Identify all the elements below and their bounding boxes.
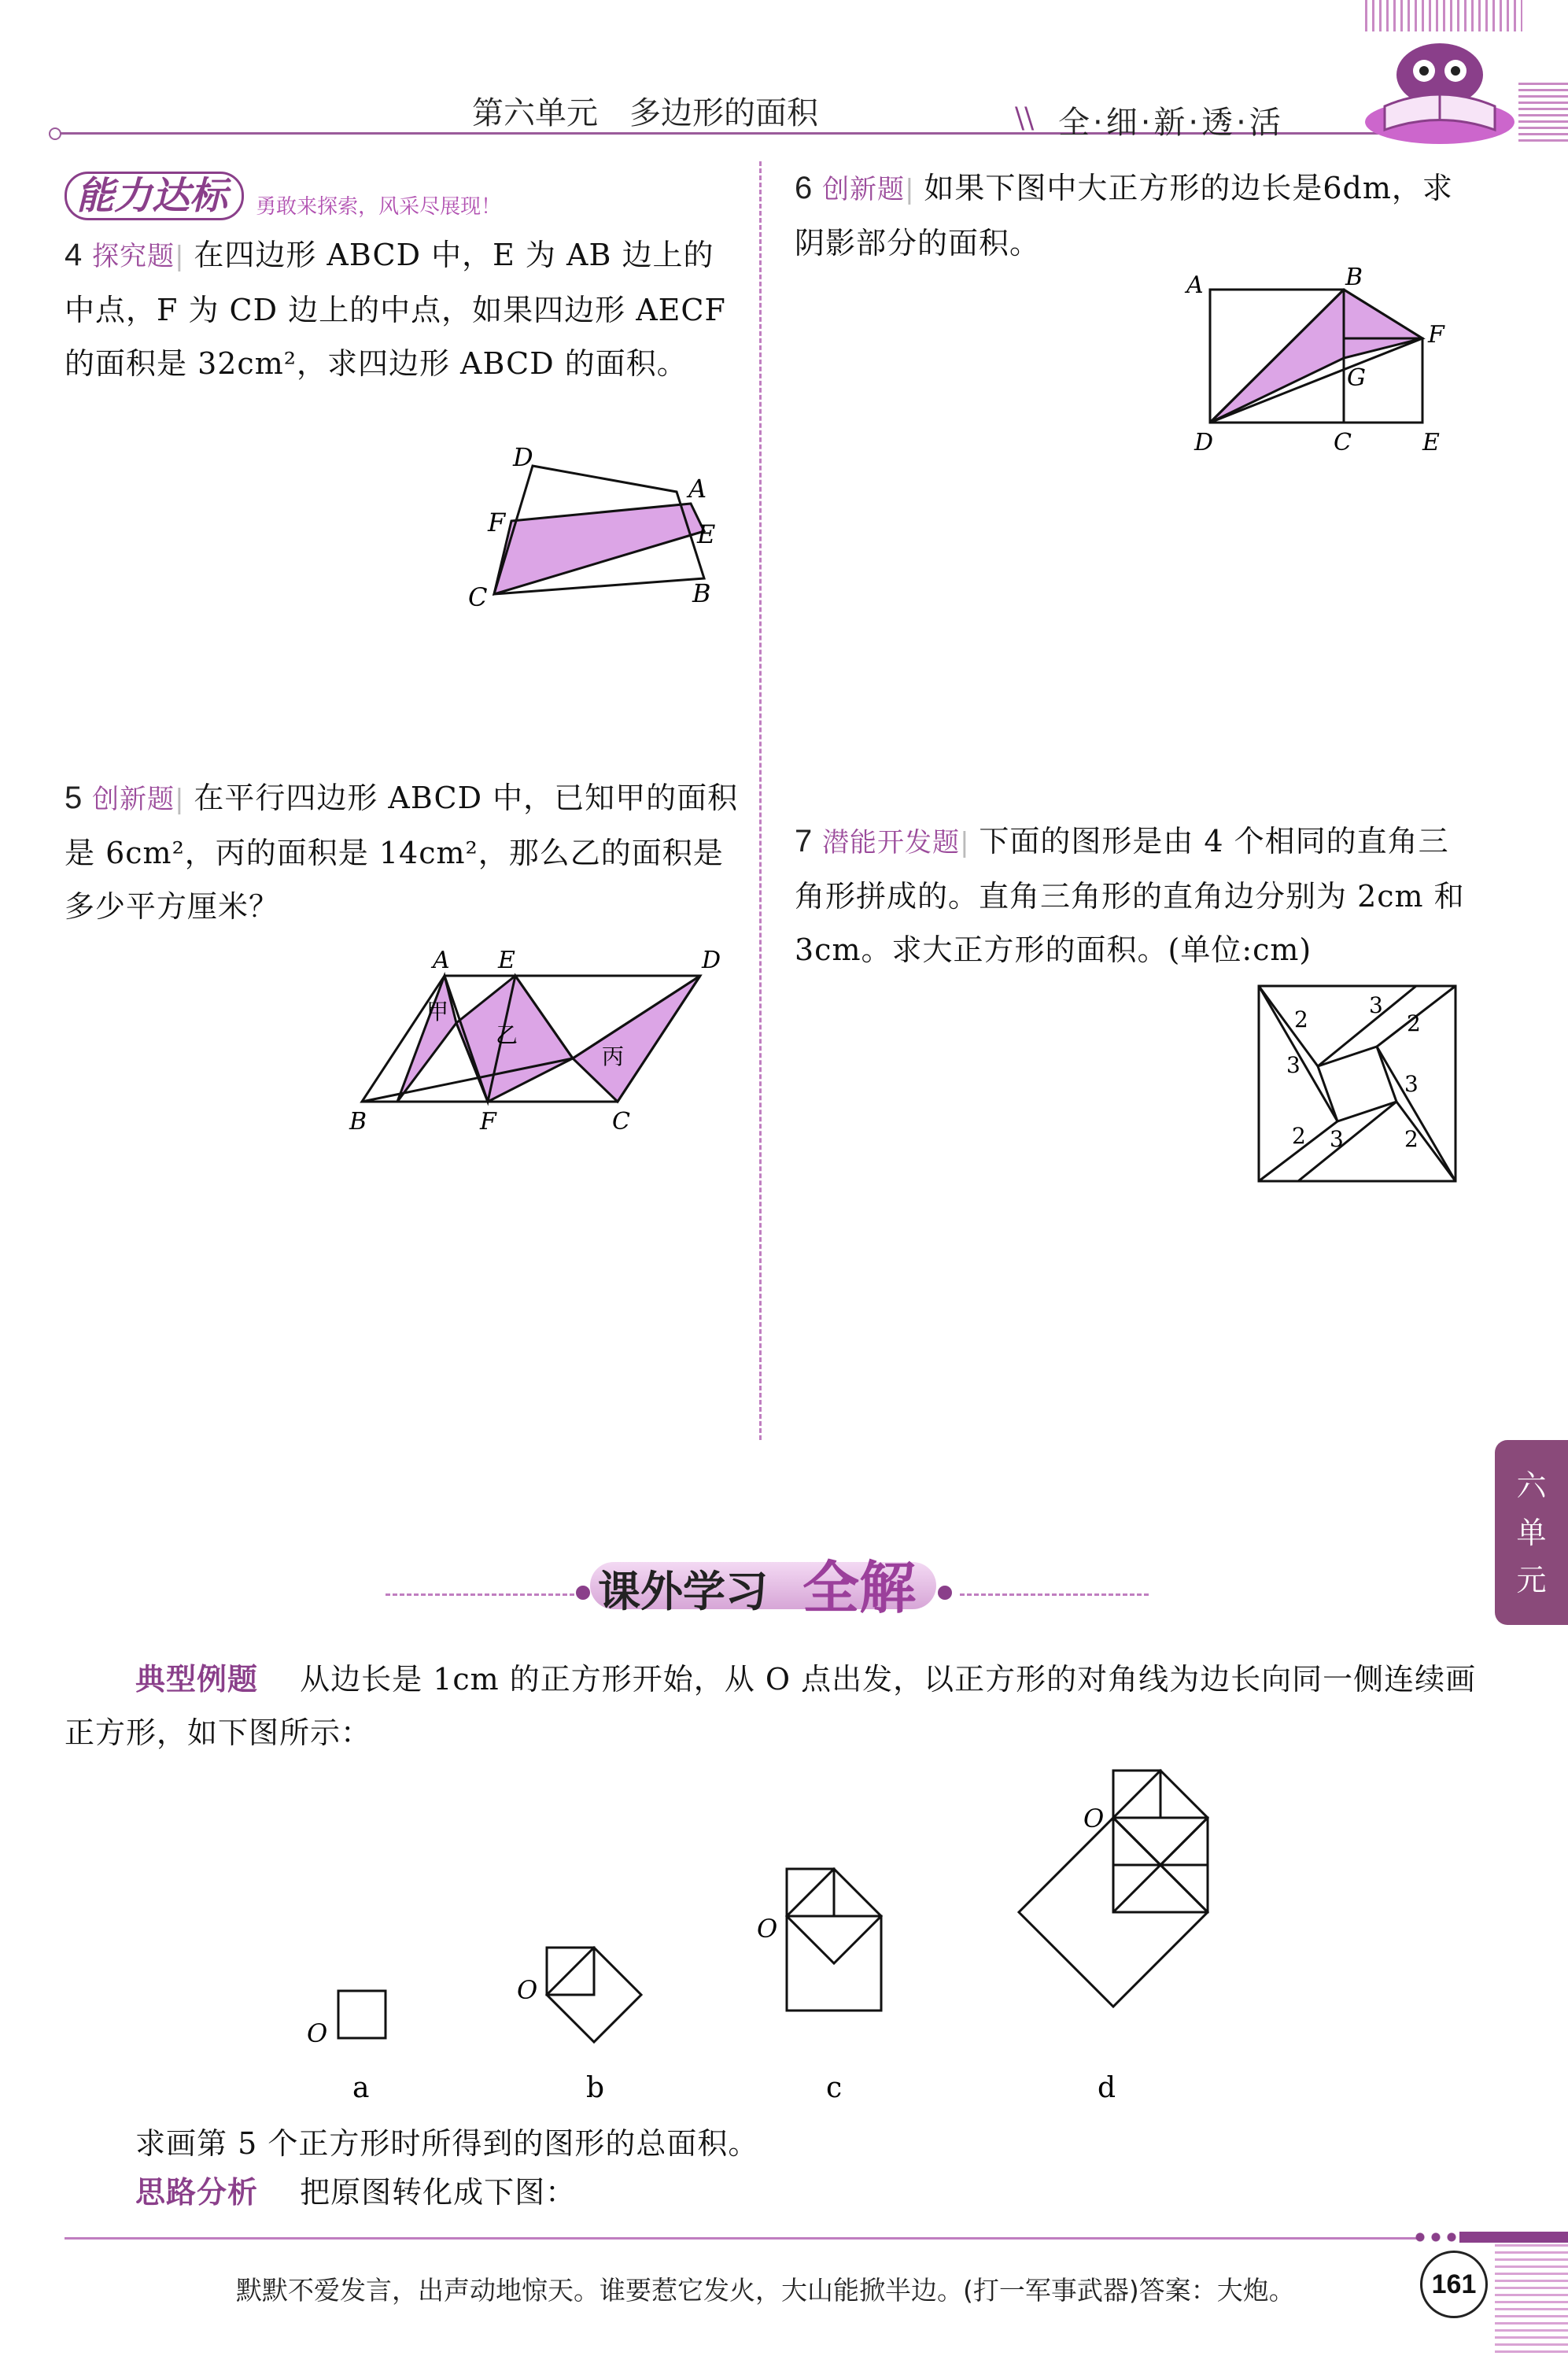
side-tab-char-3: 元 bbox=[1516, 1563, 1547, 1597]
mascot-logo-icon bbox=[1361, 28, 1518, 146]
extra-banner-title: 课外学习 bbox=[598, 1567, 768, 1616]
column-divider bbox=[759, 161, 762, 1440]
footer-rule bbox=[65, 2237, 1418, 2240]
q6-label-d: D bbox=[1194, 429, 1214, 456]
question-4 bbox=[65, 228, 741, 390]
q4-label-b: B bbox=[692, 578, 711, 608]
question-5-tag: 5 创新题| bbox=[65, 781, 185, 815]
q6-label-a: A bbox=[1186, 271, 1204, 299]
question-7 bbox=[795, 814, 1471, 977]
extra-banner-rule-left bbox=[386, 1593, 574, 1596]
unit-title: 第六单元 多边形的面积 bbox=[472, 95, 818, 131]
q5-label-yi: 乙 bbox=[496, 1022, 518, 1048]
q6-label-g: G bbox=[1347, 364, 1366, 392]
q5-label-f: F bbox=[480, 1108, 496, 1135]
footer-riddle: 默默不爱发言，出声动地惊天。谁要惹它发火，大山能掀半边。(打一军事武器)答案：大炮。 bbox=[236, 2275, 1295, 2306]
footer-band bbox=[1459, 2232, 1568, 2243]
q5-label-b: B bbox=[349, 1108, 367, 1135]
question-4-figure bbox=[456, 441, 724, 630]
example-figures bbox=[283, 1763, 1227, 2109]
question-7-figure bbox=[1251, 980, 1463, 1192]
question-6-tag: 6 创新题| bbox=[795, 171, 915, 205]
q5-label-e: E bbox=[498, 947, 515, 974]
example-question: 求画第 5 个正方形时所得到的图形的总面积。 bbox=[135, 2126, 759, 2161]
q5-label-d: D bbox=[702, 947, 721, 974]
fig-label-a: a bbox=[352, 2072, 370, 2104]
q5-label-bing: 丙 bbox=[602, 1043, 625, 1069]
header-side-band bbox=[1518, 79, 1568, 142]
analysis-text: 把原图转化成下图： bbox=[300, 2175, 577, 2210]
q5-region-jia bbox=[397, 976, 456, 1102]
q6-shaded-triangle bbox=[1210, 290, 1422, 423]
q6-label-b: B bbox=[1345, 264, 1363, 291]
q7-label-3a: 3 bbox=[1369, 992, 1383, 1018]
question-6-text: 如果下图中大正方形的边长是6dm，求阴影部分的面积。 bbox=[795, 171, 1453, 260]
side-tab-char-1: 六 bbox=[1516, 1468, 1547, 1503]
q4-label-e: E bbox=[697, 519, 716, 549]
side-unit-tab bbox=[1495, 1440, 1568, 1625]
fig-a-origin: O bbox=[307, 2018, 328, 2048]
q7-label-3d: 3 bbox=[1330, 1126, 1344, 1152]
section-banner-title: 能力达标 bbox=[65, 172, 244, 220]
page-number-text: 161 bbox=[1431, 2269, 1477, 2299]
question-6-figure bbox=[1172, 260, 1471, 464]
header-rule-dot bbox=[49, 127, 61, 140]
fig-label-c: c bbox=[826, 2072, 843, 2104]
section-banner bbox=[65, 165, 501, 220]
q4-label-f: F bbox=[488, 508, 506, 537]
q7-label-2d: 2 bbox=[1404, 1126, 1419, 1152]
section-banner-slogan: 勇敢来探索，风采尽展现！ bbox=[256, 195, 502, 219]
question-5 bbox=[65, 771, 741, 933]
motto: 全·细·新·透·活 bbox=[1058, 105, 1284, 141]
q5-label-c: C bbox=[612, 1108, 630, 1135]
question-6 bbox=[795, 161, 1471, 270]
q7-label-2b: 2 bbox=[1407, 1010, 1421, 1036]
motto-slashes: \\ bbox=[1015, 102, 1035, 135]
page-number bbox=[1420, 2251, 1488, 2318]
fig-d-origin: O bbox=[1083, 1804, 1105, 1833]
header-top-decoration bbox=[1365, 0, 1522, 31]
q7-label-2a: 2 bbox=[1294, 1006, 1308, 1032]
question-5-figure bbox=[338, 936, 732, 1141]
q5-label-a: A bbox=[433, 947, 450, 974]
side-tab-char-2: 单 bbox=[1516, 1516, 1547, 1550]
extra-banner bbox=[378, 1538, 1164, 1621]
q5-region-bing bbox=[573, 976, 700, 1102]
q6-label-e: E bbox=[1422, 429, 1440, 456]
footer-dots bbox=[1412, 2232, 1459, 2243]
extra-banner-highlight: 全解 bbox=[802, 1555, 917, 1621]
q6-label-f: F bbox=[1428, 321, 1444, 349]
q6-label-c: C bbox=[1334, 429, 1352, 456]
footer-side-stripes bbox=[1495, 2243, 1568, 2353]
example-label: 典型例题 bbox=[135, 1662, 259, 1697]
q4-label-a: A bbox=[688, 474, 707, 504]
example-block bbox=[65, 1652, 1481, 1760]
question-7-text: 下面的图形是由 4 个相同的直角三角形拼成的。直角三角形的直角边分别为 2cm 和 3cm。求大正方形的面积。(单位:cm) bbox=[795, 824, 1465, 967]
analysis-label: 思路分析 bbox=[135, 2175, 259, 2210]
fig-b-origin: O bbox=[517, 1975, 538, 2005]
question-7-tag: 7 潜能开发题| bbox=[795, 824, 970, 859]
q4-label-d: D bbox=[513, 442, 533, 472]
extra-banner-rule-right bbox=[960, 1593, 1149, 1596]
q7-label-3b: 3 bbox=[1286, 1052, 1301, 1078]
analysis-line bbox=[135, 2166, 1473, 2219]
fig-c-origin: O bbox=[757, 1914, 778, 1944]
q7-label-3c: 3 bbox=[1404, 1071, 1419, 1097]
example-text: 从边长是 1cm 的正方形开始，从 O 点出发，以正方形的对角线为边长向同一侧连续画正方形，如下图所示： bbox=[65, 1662, 1477, 1750]
fig-label-b: b bbox=[586, 2072, 605, 2104]
fig-label-d: d bbox=[1098, 2072, 1116, 2104]
question-4-tag: 4 探究题| bbox=[65, 238, 185, 272]
q7-label-2c: 2 bbox=[1292, 1123, 1306, 1149]
question-5-text: 在平行四边形 ABCD 中，已知甲的面积是 6cm²，丙的面积是 14cm²，那么乙的面积是多少平方厘米？ bbox=[65, 781, 739, 924]
q4-label-c: C bbox=[468, 582, 488, 612]
q5-label-jia: 甲 bbox=[426, 999, 449, 1025]
question-4-text: 在四边形 ABCD 中，E 为 AB 边上的中点，F 为 CD 边上的中点，如果四边形 AECF 的面积是 32cm²，求四边形 ABCD 的面积。 bbox=[65, 238, 726, 381]
